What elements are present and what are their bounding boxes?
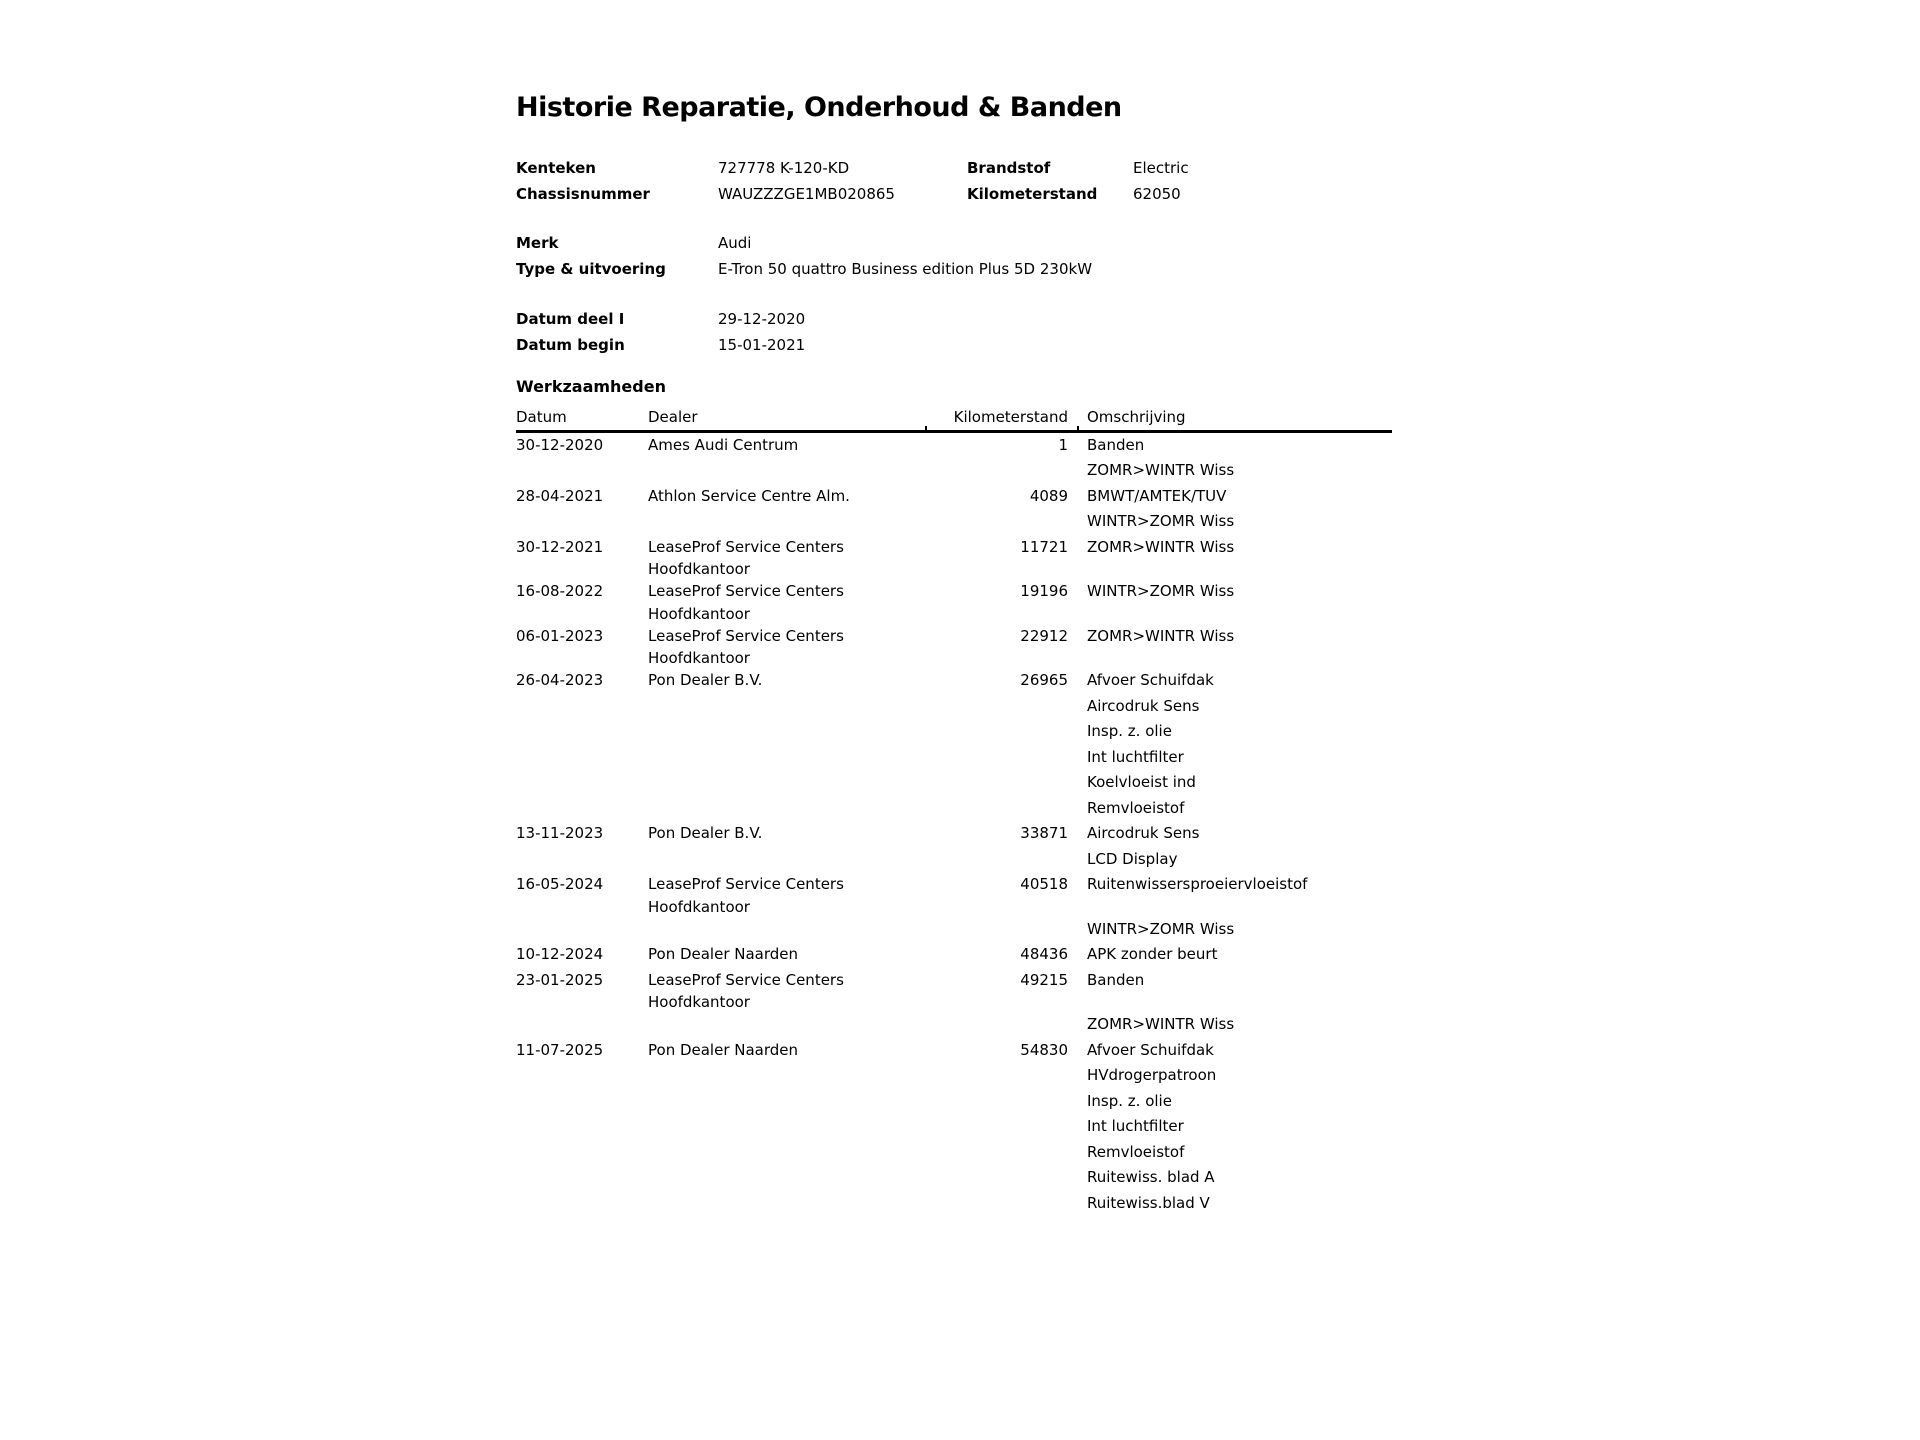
table-row (516, 668, 1392, 821)
cell-omschrijving (1087, 535, 1392, 580)
dealer-line: Pon Dealer B.V. (648, 824, 763, 842)
dealer-line: Ames Audi Centrum (648, 435, 799, 454)
omschrijving-line: LCD Display (1087, 849, 1178, 868)
omschrijving-blank-line (1087, 898, 1392, 917)
cell-dealer (648, 968, 918, 1038)
cell-kilometerstand: 54830 (1020, 1040, 1068, 1059)
cell-kilometerstand: 48436 (1020, 945, 1068, 963)
omschrijving-line: Ruitewiss.blad V (1087, 1193, 1210, 1212)
cell-datum: 13-11-2023 (516, 824, 604, 842)
dealer-line: Pon Dealer Naarden (648, 945, 799, 963)
cell-datum: 11-07-2025 (516, 1040, 604, 1059)
kilometerstand-label: Kilometerstand (967, 185, 1098, 203)
cell-kilometerstand: 49215 (1020, 970, 1068, 989)
omschrijving-line: Banden (1087, 970, 1145, 989)
omschrijving-line: Ruitewiss. blad A (1087, 1168, 1215, 1186)
omschrijving-line: Koelvloeist ind (1087, 773, 1196, 791)
column-header-dealer: Dealer (648, 408, 698, 426)
cell-dealer (648, 624, 918, 669)
omschrijving-line: ZOMR>WINTR Wiss (1087, 1015, 1235, 1033)
cell-datum: 10-12-2024 (516, 945, 604, 963)
dealer-line: Hoofdkantoor (648, 993, 750, 1011)
table-row (516, 942, 1392, 968)
omschrijving-line: Aircodruk Sens (1087, 824, 1200, 842)
dealer-line: LeaseProf Service Centers (648, 537, 844, 556)
page-title: Historie Reparatie, Onderhoud & Banden (516, 92, 1122, 123)
table-row (516, 484, 1392, 535)
omschrijving-line: ZOMR>WINTR Wiss (1087, 626, 1235, 645)
cell-kilometerstand: 11721 (1020, 537, 1068, 556)
cell-datum: 06-01-2023 (516, 626, 604, 645)
omschrijving-line: WINTR>ZOMR Wiss (1087, 512, 1235, 530)
cell-dealer (648, 579, 918, 624)
cell-omschrijving (1087, 968, 1392, 1038)
cell-dealer (648, 668, 918, 821)
omschrijving-line: Afvoer Schuifdak (1087, 1040, 1214, 1059)
omschrijving-line: Banden (1087, 435, 1145, 454)
cell-omschrijving (1087, 821, 1392, 872)
brandstof-value: Electric (1133, 159, 1189, 177)
cell-kilometerstand: 26965 (1020, 671, 1068, 689)
table-row (516, 872, 1392, 942)
datum-begin-label: Datum begin (516, 336, 625, 354)
omschrijving-line: APK zonder beurt (1087, 945, 1218, 963)
column-gap (1068, 668, 1087, 821)
merk-label: Merk (516, 234, 559, 252)
omschrijving-line: BMWT/AMTEK/TUV (1087, 486, 1227, 505)
omschrijving-line: Remvloeistof (1087, 798, 1185, 817)
column-gap (1068, 968, 1087, 1038)
header-rule (516, 430, 1392, 433)
cell-omschrijving (1087, 624, 1392, 669)
omschrijving-line: WINTR>ZOMR Wiss (1087, 582, 1235, 600)
column-gap (1068, 821, 1087, 872)
cell-dealer (648, 821, 918, 872)
dealer-line: Hoofdkantoor (648, 604, 750, 623)
brandstof-label: Brandstof (967, 159, 1051, 177)
column-gap (1068, 1038, 1087, 1217)
table-body (516, 433, 1392, 1217)
cell-omschrijving (1087, 872, 1392, 942)
column-header-kilometerstand: Kilometerstand (953, 408, 1068, 426)
cell-omschrijving (1087, 579, 1392, 624)
dealer-line: Pon Dealer Naarden (648, 1040, 799, 1059)
table-row (516, 821, 1392, 872)
werkzaamheden-table (516, 404, 1392, 1216)
cell-kilometerstand: 1 (1058, 435, 1068, 454)
omschrijving-blank-line (1087, 993, 1392, 1012)
cell-datum: 16-05-2024 (516, 875, 604, 893)
column-gap (1068, 484, 1087, 535)
cell-kilometerstand: 22912 (1020, 626, 1068, 645)
omschrijving-line: Remvloeistof (1087, 1142, 1185, 1161)
column-header-datum: Datum (516, 408, 567, 426)
cell-kilometerstand: 33871 (1020, 824, 1068, 842)
cell-dealer (648, 433, 918, 484)
cell-dealer (648, 535, 918, 580)
dealer-line: Hoofdkantoor (648, 897, 750, 916)
cell-omschrijving (1087, 668, 1392, 821)
dealer-line: LeaseProf Service Centers (648, 582, 844, 600)
dealer-line: LeaseProf Service Centers (648, 875, 844, 893)
column-header-omschrijving: Omschrijving (1087, 408, 1186, 426)
omschrijving-line: Insp. z. olie (1087, 1091, 1172, 1110)
cell-dealer (648, 1038, 918, 1217)
column-gap (1068, 535, 1087, 580)
dealer-line: Hoofdkantoor (648, 560, 750, 578)
cell-datum: 30-12-2020 (516, 435, 604, 454)
cell-datum: 28-04-2021 (516, 486, 604, 505)
chassisnummer-label: Chassisnummer (516, 185, 650, 203)
dealer-line: Hoofdkantoor (648, 649, 750, 667)
kenteken-label: Kenteken (516, 159, 596, 177)
omschrijving-line: WINTR>ZOMR Wiss (1087, 919, 1235, 938)
datum-deel-label: Datum deel I (516, 310, 625, 328)
merk-value: Audi (718, 234, 752, 252)
column-gap (1068, 942, 1087, 968)
omschrijving-line: ZOMR>WINTR Wiss (1087, 461, 1235, 479)
datum-deel-value: 29-12-2020 (718, 310, 806, 328)
cell-kilometerstand: 40518 (1020, 875, 1068, 893)
type-uitvoering-value: E-Tron 50 quattro Business edition Plus 5D 230kW (718, 260, 1093, 278)
column-gap (1068, 872, 1087, 942)
dealer-line: Pon Dealer B.V. (648, 671, 763, 689)
omschrijving-line: ZOMR>WINTR Wiss (1087, 537, 1235, 556)
dealer-line: LeaseProf Service Centers (648, 626, 844, 645)
section-title-werkzaamheden: Werkzaamheden (516, 377, 666, 396)
table-row (516, 624, 1392, 669)
cell-kilometerstand: 4089 (1029, 486, 1068, 505)
cell-dealer (648, 872, 918, 942)
omschrijving-line: Aircodruk Sens (1087, 696, 1200, 715)
table-row (516, 535, 1392, 580)
kenteken-value: 727778 K-120-KD (718, 159, 850, 177)
column-gap (1068, 433, 1087, 484)
type-uitvoering-label: Type & uitvoering (516, 260, 666, 278)
cell-datum: 23-01-2025 (516, 970, 604, 989)
column-divider-tick (1077, 426, 1079, 433)
omschrijving-line: Ruitenwissersproeiervloeistof (1087, 875, 1308, 893)
cell-omschrijving (1087, 1038, 1392, 1217)
cell-omschrijving (1087, 942, 1392, 968)
table-row (516, 968, 1392, 1038)
cell-omschrijving (1087, 484, 1392, 535)
omschrijving-line: Insp. z. olie (1087, 722, 1172, 740)
omschrijving-line: Afvoer Schuifdak (1087, 671, 1214, 689)
dealer-line: LeaseProf Service Centers (648, 970, 844, 989)
column-gap (1068, 624, 1087, 669)
cell-omschrijving (1087, 433, 1392, 484)
omschrijving-line: Int luchtfilter (1087, 1117, 1184, 1135)
column-gap (1068, 579, 1087, 624)
cell-dealer (648, 942, 918, 968)
cell-datum: 16-08-2022 (516, 582, 604, 600)
table-header-row (516, 404, 1392, 430)
kilometerstand-value: 62050 (1133, 185, 1181, 203)
omschrijving-line: Int luchtfilter (1087, 747, 1184, 766)
datum-begin-value: 15-01-2021 (718, 336, 806, 354)
cell-kilometerstand: 19196 (1020, 582, 1068, 600)
chassisnummer-value: WAUZZZGE1MB020865 (718, 185, 895, 203)
cell-dealer (648, 484, 918, 535)
cell-datum: 26-04-2023 (516, 671, 604, 689)
column-divider-tick (925, 426, 927, 433)
table-row (516, 433, 1392, 484)
table-row (516, 579, 1392, 624)
cell-datum: 30-12-2021 (516, 537, 604, 556)
dealer-line: Athlon Service Centre Alm. (648, 486, 850, 505)
table-row (516, 1038, 1392, 1217)
omschrijving-line: HVdrogerpatroon (1087, 1066, 1217, 1084)
